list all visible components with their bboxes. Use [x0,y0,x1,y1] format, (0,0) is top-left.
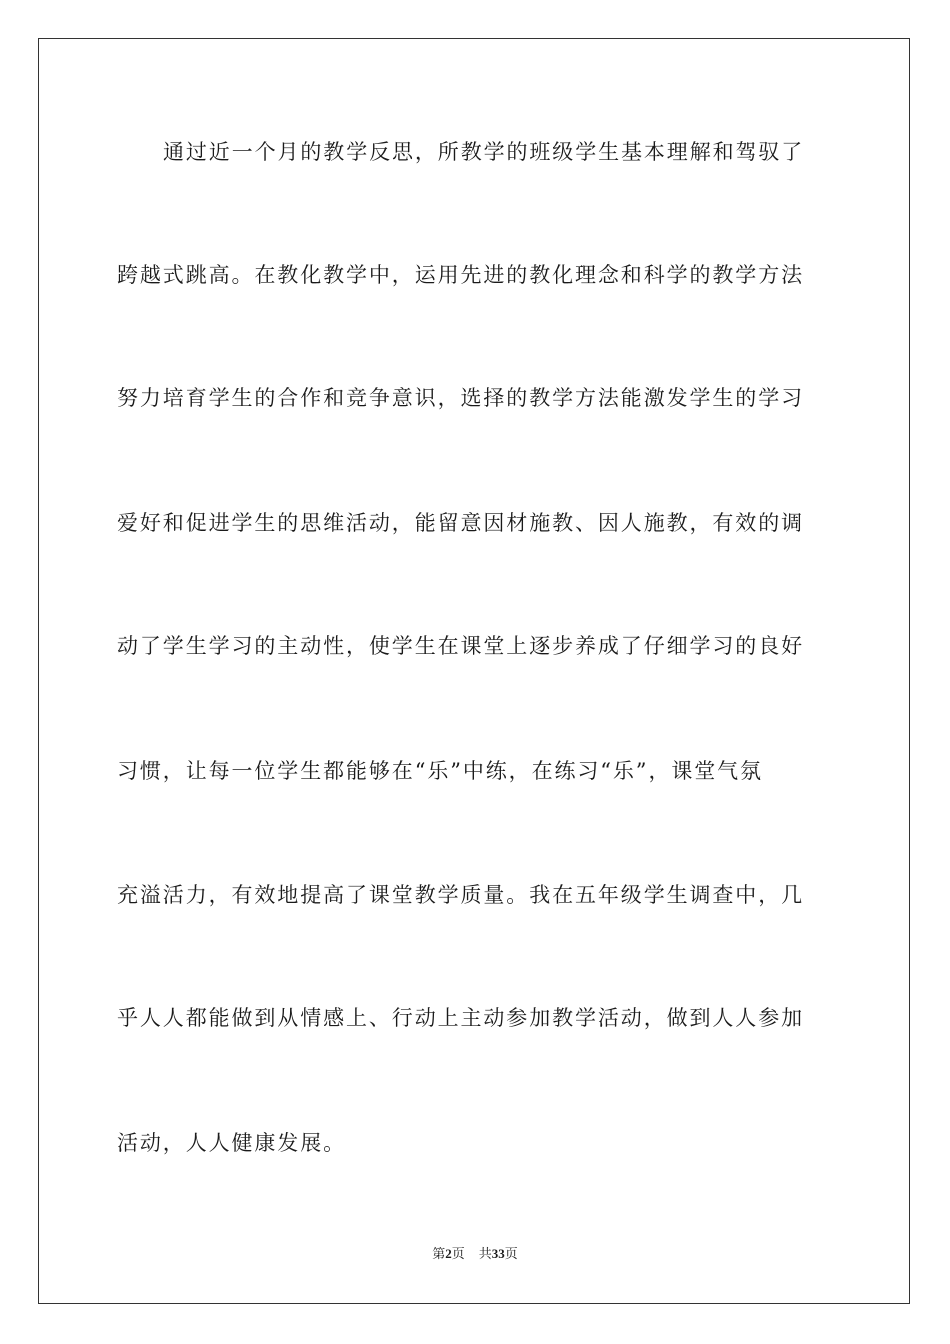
paragraph-line: 乎人人都能做到从情感上、行动上主动参加教学活动，做到人人参加 [117,1006,804,1030]
paragraph-line: 活动，人人健康发展。 [117,1131,346,1155]
page-footer [0,1245,950,1264]
total-pages-prefix: 共 [478,1247,492,1262]
paragraph-line: 动了学生学习的主动性，使学生在课堂上逐步养成了仔细学习的良好 [117,634,804,658]
paragraph-line: 跨越式跳高。在教化教学中，运用先进的教化理念和科学的教学方法 [117,263,804,287]
total-pages: 33 [491,1246,505,1261]
paragraph-line: 习惯，让每一位学生都能够在“乐”中练，在练习“乐”，课堂气氛 [117,759,763,783]
paragraph-line: 通过近一个月的教学反思，所教学的班级学生基本理解和驾驭了 [163,140,805,164]
paragraph-line: 充溢活力，有效地提高了课堂教学质量。我在五年级学生调查中，几 [117,883,804,907]
page-border [38,38,910,1304]
total-pages-suffix: 页 [504,1247,518,1262]
paragraph-line: 爱好和促进学生的思维活动，能留意因材施教、因人施教，有效的调 [117,511,804,535]
paragraph-line: 努力培育学生的合作和竞争意识，选择的教学方法能激发学生的学习 [117,386,804,410]
page-number-suffix: 页 [451,1247,465,1262]
page-number-prefix: 第 [432,1247,446,1262]
page-number: 2 [445,1246,452,1261]
